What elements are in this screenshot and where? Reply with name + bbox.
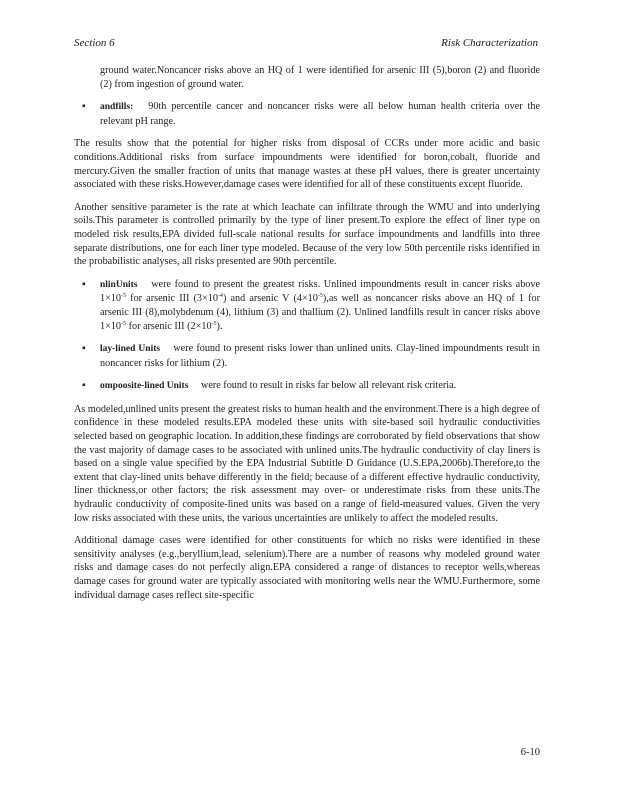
header-title: Risk Characterization xyxy=(441,37,538,49)
continued-paragraph: ground water.Noncancer risks above an HQ of 1 were identified for arsenic III (5),boron (2) and fluoride (2) from ingestion of ground water. xyxy=(100,65,540,90)
bullet-composite-lined xyxy=(74,379,540,394)
bullet-icon: ▪ xyxy=(82,278,86,290)
bullet-landfills xyxy=(74,100,540,128)
bullet-icon: ▪ xyxy=(82,101,86,113)
bullet-icon: ▪ xyxy=(82,380,86,392)
bullet-term: andfills: xyxy=(100,102,134,113)
bullet-term: ompoosite-lined Units xyxy=(100,381,189,392)
paragraph-additional-damage: Additional damage cases were identified for other constituents for which no risks were identified in these sensitivity analyses (e.g.,beryllium,lead, selenium).There are a number of reasons why modeled ground water risks and damage cases do not perfectly align.EPA considered a range of distances to receptor wells,whereas damage cases for ground water are typically associated with monitoring wells near the WMU.Furthermore, some individual damage cases reflect site-specific xyxy=(74,535,540,601)
header-section: Section 6 xyxy=(74,37,115,49)
paragraph-results: The results show that the potential for higher risks from disposal of CCRs under more acidic and basic conditions.Additional risks from surface impoundments were identified for boron,cobalt, fluoride and mercury.Given the smaller fraction of units that manage wastes at these pH values, there is greater uncertainty associated with these risks.However,damage cases were identified for all of these constituents except fluoride. xyxy=(74,138,540,191)
document-body xyxy=(74,64,540,611)
page-header xyxy=(74,37,538,51)
paragraph-as-modeled: As modeled,unlined units present the greatest risks to human health and the environment.There is a high degree of confidence in these modeled results.EPA modeled these units with site-based soil hydraulic conductivities selected based on geographic location. In addition,these findings are corroborated by field observations that show the vast majority of damage cases to be associated with unlined units.The hydraulic conductivity of clay liners is based on a single value specified by the EPA Industrial Subtitle D Guidance (U.S.EPA,2006b).Therefore,to the extent that clay-lined units behave differently in the field; because of a different effective hydraulic conductivity, liner thickness,or other factors; the risk assessment may over- or underestimate risks from these units.The hydraulic conductivity of composite-lined units was based on a range of field-measured values. Given the very low risks associated with these units, the various uncertainties are unlikely to affect the modeled results. xyxy=(74,403,540,524)
page-number: 6-10 xyxy=(520,747,540,758)
bullet-text: were found to present the greatest risks. Unlined impoundments result in cancer risks above $1\times 10^{-5}$ for arsenic III $(3\times 10^{-4})$ and arsenic V $(4\times 10^{-5}),as$ well as noncancer risks above an HQ of 1 for arsenic III (8),molybdenum (4), lithium (3) and thallium (2). Unlined landfills result in cancer risks above $1\times 10^{-5}$ for arsenic III $(2\times 10^{-5})$. xyxy=(100,278,540,332)
bullet-unlined xyxy=(74,278,540,333)
bullet-icon: ▪ xyxy=(82,343,86,355)
bullet-term: lay-lined Units xyxy=(100,344,161,355)
paragraph-sensitive-parameter: Another sensitive parameter is the rate at which leachate can infiltrate through the WMU and into underlying soils.This parameter is controlled primarily by the type of liner present.To explore the effect of liner type on modeled risk results,EPA divided full-scale national results for surface impoundments and landfills into three separate distributions, one for each liner type modeled. Because of the very low 50th percentile risks identified in the probabilistic analyses, all risks presented are 90th percentile. xyxy=(74,201,540,268)
bullet-text: 90th percentile cancer and noncancer risks were all below human health criteria over the relevant pH range. xyxy=(100,101,540,127)
bullet-term: nlinUnits xyxy=(100,279,138,290)
bullet-text: were found to present risks lower than unlined units. Clay-lined impoundments result in noncancer risks for lithium (2). xyxy=(100,343,541,369)
bullet-text: were found to result in risks far below all relevant risk criteria. xyxy=(200,380,457,392)
bullet-clay-lined xyxy=(74,342,540,370)
